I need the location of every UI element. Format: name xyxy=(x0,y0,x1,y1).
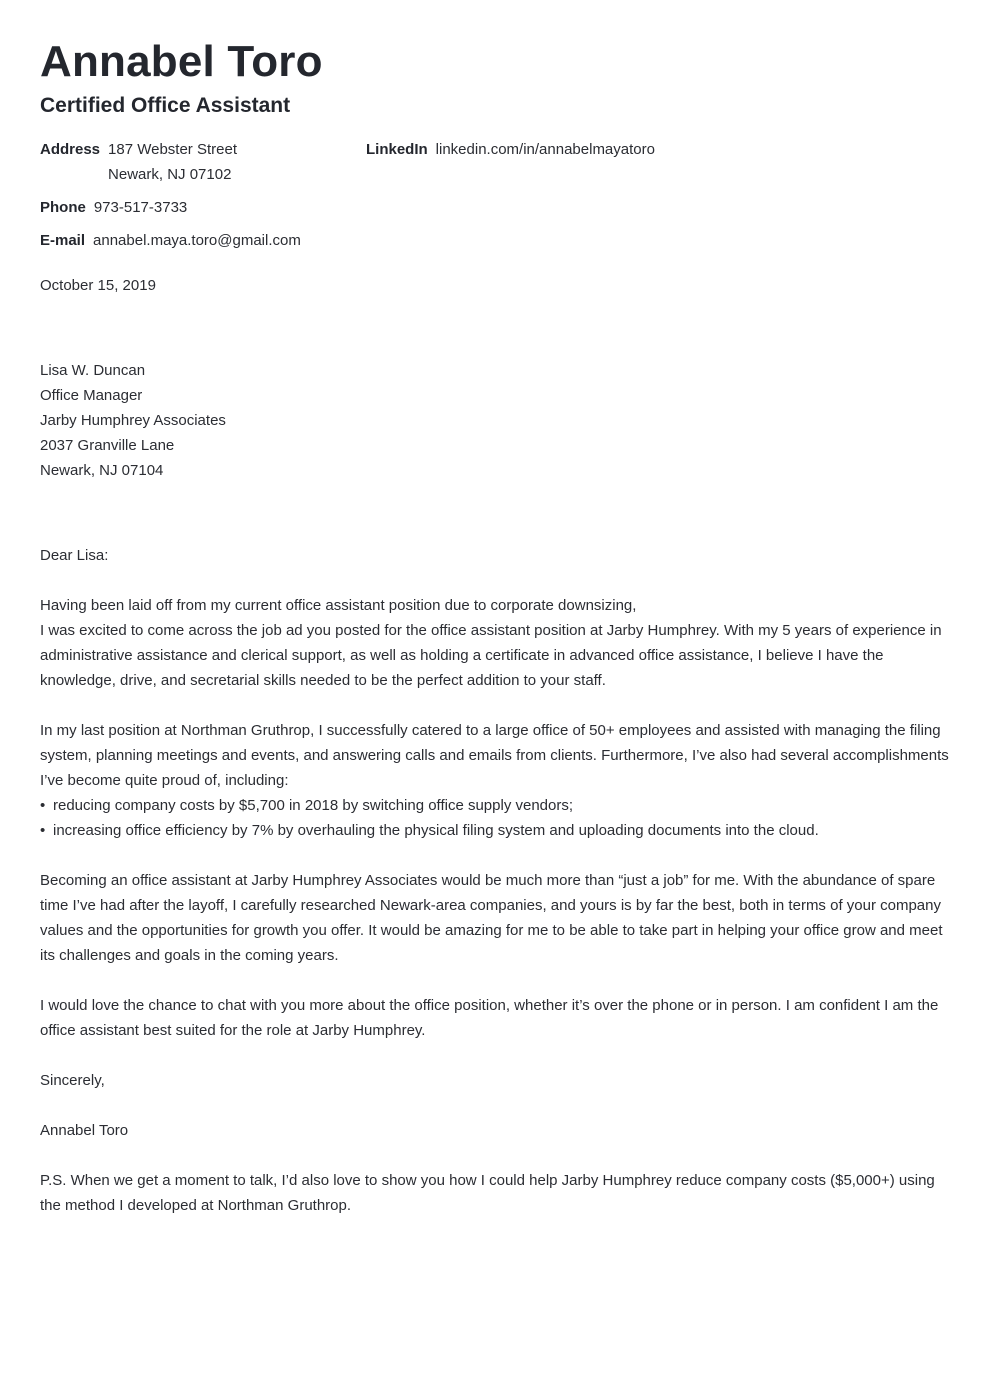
paragraph-experience-text: In my last position at Northman Gruthrop, I successfully catered to a large office of 50+ employees and assisted with managing the filing system, planning meetings and events, and answering calls and emails from clients. Furthermore, I’ve also had several accomplishments I’ve become quite proud of, including: xyxy=(40,722,949,789)
accomplishments-list xyxy=(40,793,952,843)
email-value: annabel.maya.toro@gmail.com xyxy=(93,232,301,249)
recipient-city: Newark, NJ 07104 xyxy=(40,462,164,479)
paragraph-intro-line-1: Having been laid off from my current office assistant position due to corporate downsizing, xyxy=(40,597,637,614)
address-block xyxy=(40,137,237,187)
paragraph-motivation: Becoming an office assistant at Jarby Humphrey Associates would be much more than “just a job” for me. With the abundance of spare time I’ve had after the layoff, I carefully researched Newark-area companies, and yours is by far the best, both in terms of your company values and the opportunities for growth you offer. It would be amazing for me to be able to take part in helping your office grow and meet its challenges and goals in the coming years. xyxy=(40,872,943,964)
bullet-icon: • xyxy=(40,822,46,839)
letter-date: October 15, 2019 xyxy=(40,277,156,294)
linkedin-value: linkedin.com/in/annabelmayatoro xyxy=(435,141,655,158)
phone-label: Phone xyxy=(40,199,86,216)
address-value xyxy=(108,137,237,187)
phone-block xyxy=(40,195,187,220)
list-item xyxy=(40,793,952,818)
address-label: Address xyxy=(40,141,101,158)
list-item-text: increasing office efficiency by 7% by overhauling the physical filing system and uploading documents into the cloud. xyxy=(53,822,819,839)
phone-value: 973-517-3733 xyxy=(93,199,188,216)
linkedin-block xyxy=(366,137,655,162)
applicant-job-title: Certified Office Assistant xyxy=(40,94,291,117)
paragraph-call-to-action: I would love the chance to chat with you more about the office position, whether it’s over the phone or in person. I am confident I am the office assistant best suited for the role at Jarby Humphrey. xyxy=(40,997,939,1039)
list-item xyxy=(40,818,952,843)
paragraph-experience xyxy=(40,718,952,843)
recipient-name: Lisa W. Duncan xyxy=(40,362,146,379)
email-block xyxy=(40,228,301,253)
recipient-block xyxy=(40,358,952,483)
recipient-street: 2037 Granville Lane xyxy=(40,437,175,454)
address-line-2: Newark, NJ 07102 xyxy=(108,166,232,183)
bullet-icon: • xyxy=(40,797,46,814)
address-line-1: 187 Webster Street xyxy=(108,141,237,158)
paragraph-intro-body: I was excited to come across the job ad you posted for the office assistant position at Jarby Humphrey. With my 5 years of experience in administrative assistance and clerical support, as well as holding a certificate in advanced office assistance, I believe I have the knowledge, drive, and secretarial skills needed to be the perfect addition to your staff. xyxy=(40,622,942,689)
linkedin-label: LinkedIn xyxy=(366,141,428,158)
postscript: P.S. When we get a moment to talk, I’d also love to show you how I could help Jarby Humphrey reduce company costs ($5,000+) using the method I developed at Northman Gruthrop. xyxy=(40,1172,935,1214)
recipient-company: Jarby Humphrey Associates xyxy=(40,412,226,429)
paragraph-intro xyxy=(40,593,952,693)
applicant-name: Annabel Toro xyxy=(40,37,323,86)
email-label: E-mail xyxy=(40,232,86,249)
recipient-position: Office Manager xyxy=(40,387,143,404)
greeting: Dear Lisa: xyxy=(40,547,109,564)
signature-name: Annabel Toro xyxy=(40,1122,129,1139)
closing: Sincerely, xyxy=(40,1072,105,1089)
list-item-text: reducing company costs by $5,700 in 2018 by switching office supply vendors; xyxy=(53,797,574,814)
